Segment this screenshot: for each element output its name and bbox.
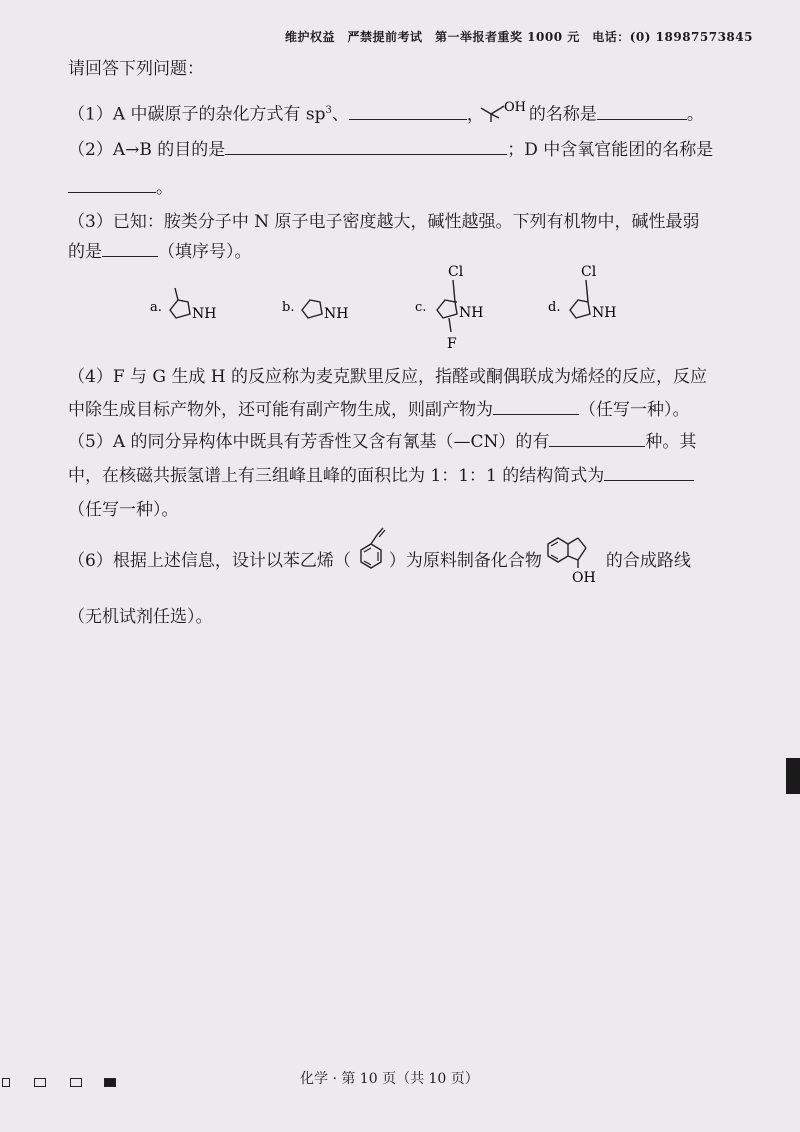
- q1-text-b: 、: [331, 104, 349, 125]
- q2-end: 。: [156, 178, 173, 198]
- q2-blank-2[interactable]: [68, 176, 156, 193]
- q6-text-c: 的合成路线: [605, 551, 691, 571]
- option-c-structure: [415, 262, 495, 356]
- tbutanol-oh-label: OH: [503, 99, 526, 115]
- option-c-label: c.: [415, 300, 427, 315]
- tbutanol-structure: [477, 99, 529, 126]
- q3-text-a: 的是: [68, 242, 102, 262]
- question-4-line1: （4）F 与 G 生成 H 的反应称为麦克默里反应，指醛或酮偶联成为烯烃的反应，反应: [68, 367, 708, 387]
- question-3-line1: （3）已知：胺类分子中 N 原子电子密度越大，碱性越强。下列有机物中，碱性最弱: [68, 212, 700, 232]
- q2-text-a: （2）A→B 的目的是: [68, 140, 226, 160]
- question-5-line3: （任写一种）。: [68, 500, 179, 520]
- question-5-line2: [68, 464, 694, 487]
- option-b-label: b.: [282, 300, 295, 315]
- q1-text-c: 的名称是: [528, 104, 597, 125]
- q5-blank-1[interactable]: [549, 430, 645, 447]
- q4-text-b: （任写一种）。: [579, 400, 690, 420]
- scan-mark-2: [34, 1078, 46, 1087]
- page-footer: 化学 · 第 10 页（共 10 页）: [300, 1071, 479, 1087]
- styrene-structure: [351, 550, 389, 572]
- q1-text-a: （1）A 中碳原子的杂化方式有 sp: [68, 104, 326, 125]
- option-d-nh: NH: [592, 305, 617, 321]
- option-d-label: d.: [548, 300, 561, 315]
- q1-superscript: 3: [325, 105, 332, 116]
- question-4-line2: [68, 398, 690, 421]
- q4-text-a: 中除生成目标产物外，还可能有副产物生成，则副产物为: [68, 400, 493, 420]
- question-2-cont: [68, 176, 173, 199]
- option-a-nh: NH: [192, 306, 217, 322]
- option-d-structure: [548, 262, 628, 336]
- indanol-structure: [542, 550, 606, 586]
- q4-blank[interactable]: [493, 398, 579, 415]
- option-c-cl: Cl: [448, 264, 464, 280]
- question-6-line2: （无机试剂任选）。: [68, 607, 213, 627]
- question-5-line1: [68, 430, 696, 453]
- option-b-nh: NH: [324, 306, 349, 322]
- q2-text-b: ；D 中含氧官能团的名称是: [507, 140, 714, 160]
- q2-blank-1[interactable]: [225, 138, 507, 155]
- q6-text-a: （6）根据上述信息，设计以苯乙烯（: [68, 551, 351, 571]
- question-6-line1: [68, 550, 691, 586]
- indanol-oh-label: OH: [571, 570, 596, 586]
- q3-text-b: （填序号）。: [158, 242, 252, 262]
- question-3-line2: [68, 240, 252, 263]
- option-c-nh: NH: [459, 305, 484, 321]
- option-b-structure: [282, 280, 362, 334]
- edge-tab-mark: [786, 758, 800, 794]
- scan-mark-3: [70, 1078, 82, 1087]
- option-a-structure: [150, 280, 230, 334]
- q6-text-b: ）为原料制备化合物: [388, 551, 542, 571]
- option-a-label: a.: [150, 300, 162, 315]
- q3-blank[interactable]: [102, 240, 158, 257]
- q1-blank-1[interactable]: [349, 103, 467, 120]
- question-2: [68, 138, 713, 161]
- q1-end: 。: [686, 104, 704, 125]
- question-1: （1）A 中碳原子的杂化方式有 $sp^3$、 ， OH 的名称是 。: [68, 99, 704, 125]
- intro-text: 请回答下列问题：: [68, 59, 204, 79]
- header-note: 维护权益 严禁提前考试 第一举报者重奖 1000 元 电话：(0) 18987573845: [285, 30, 753, 44]
- option-d-cl: Cl: [581, 264, 597, 280]
- q5-text-a: （5）A 的同分异构体中既具有芳香性又含有氰基（—CN）的有: [68, 432, 550, 452]
- option-c-f: F: [447, 336, 457, 352]
- q5-blank-2[interactable]: [604, 464, 694, 481]
- scan-mark-4: [104, 1078, 116, 1087]
- q1-blank-2[interactable]: [597, 103, 687, 120]
- q5-text-c: 中，在核磁共振氢谱上有三组峰且峰的面积比为 1：1：1 的结构简式为: [68, 466, 605, 486]
- scan-mark-1: [2, 1078, 10, 1087]
- q5-text-b: 种。其: [645, 432, 697, 452]
